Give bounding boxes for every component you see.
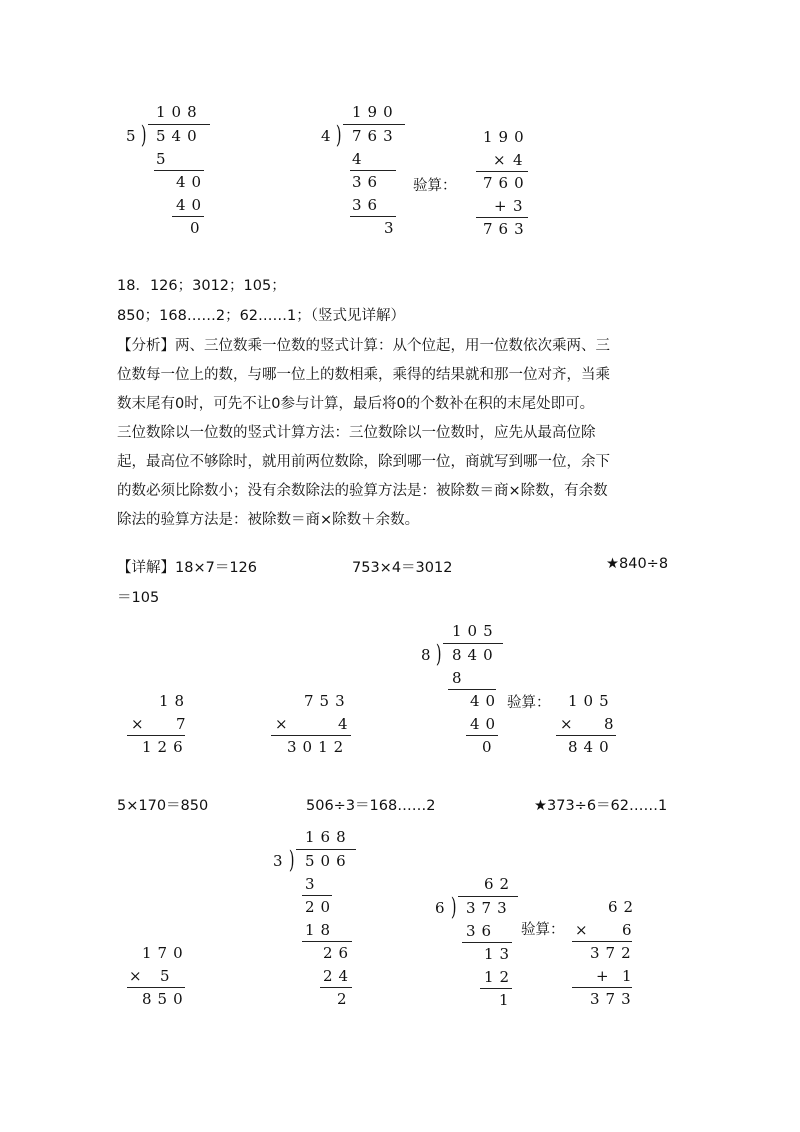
rule xyxy=(271,735,351,736)
check-label: 验算： xyxy=(413,178,457,194)
rule xyxy=(572,941,632,942)
subtract-2: 12 xyxy=(484,968,516,986)
analysis-paragraph xyxy=(117,332,677,535)
plus-sign: + xyxy=(596,967,615,985)
times-sign: × xyxy=(275,715,294,733)
row3-eq-1: 5×170＝850 xyxy=(117,798,209,814)
product: 840 xyxy=(568,738,615,756)
subtract-1: 36 xyxy=(466,922,498,940)
rule xyxy=(154,170,204,171)
rule xyxy=(350,216,396,217)
check-label: 验算： xyxy=(521,922,565,938)
result: 373 xyxy=(590,990,637,1008)
division-bar xyxy=(343,124,405,125)
divisor: 4 xyxy=(321,127,337,145)
subtract-2: 40 xyxy=(176,196,208,214)
analysis-line: 除法的验算方法是：被除数＝商×除数＋余数。 xyxy=(117,512,420,528)
multiplicand: 753 xyxy=(304,692,351,710)
rule xyxy=(462,942,512,943)
times-sign: × xyxy=(493,151,512,169)
product: 850 xyxy=(142,990,189,1008)
times-sign: × xyxy=(575,921,594,939)
division-bracket: ) xyxy=(288,846,295,874)
rule xyxy=(302,941,352,942)
result: 763 xyxy=(483,220,530,238)
dividend: 506 xyxy=(305,852,352,870)
multiplier: 4 xyxy=(338,715,354,733)
detail-label: 【详解】18×7＝126 xyxy=(117,560,258,576)
times-sign: × xyxy=(131,715,150,733)
product: 3012 xyxy=(287,738,350,756)
product: 126 xyxy=(142,738,189,756)
dividend: 540 xyxy=(156,127,203,145)
multiplicand: 18 xyxy=(159,692,191,710)
dividend: 840 xyxy=(452,646,499,664)
product: 760 xyxy=(483,174,530,192)
multiplicand: 170 xyxy=(142,944,189,962)
remainder-2: 26 xyxy=(323,944,355,962)
remainder-1: 36 xyxy=(352,173,384,191)
analysis-line: 数末尾有0时，可先不让0参与计算，最后将0的个数补在积的末尾处即可。 xyxy=(117,396,595,412)
row3-eq-3: ★373÷6＝62……1 xyxy=(534,798,668,814)
rule xyxy=(127,735,185,736)
multiplier: 5 xyxy=(160,967,176,985)
subtract-1: 8 xyxy=(452,669,468,687)
divisor: 8 xyxy=(421,646,437,664)
remainder: 0 xyxy=(190,219,206,237)
analysis-line: 位数每一位上的数，与哪一位上的数相乘，乘得的结果就和那一位对齐，当乘 xyxy=(117,367,610,383)
detail-eq-3: ★840÷8 xyxy=(606,556,669,572)
row3-eq-2: 506÷3＝168……2 xyxy=(306,798,436,814)
rule xyxy=(556,735,616,736)
analysis-line: 【分析】两、三位数乘一位数的竖式计算：从个位起，用一位数依次乘两、三 xyxy=(117,338,610,354)
rule xyxy=(172,216,204,217)
multiplier: 6 xyxy=(622,921,638,939)
multiplicand: 62 xyxy=(608,898,640,916)
divisor: 5 xyxy=(126,127,142,145)
rule xyxy=(127,987,185,988)
subtract-1: 5 xyxy=(156,150,172,168)
dividend: 763 xyxy=(352,127,399,145)
rule xyxy=(480,988,512,989)
division-bracket: ) xyxy=(435,640,442,668)
remainder: 1 xyxy=(499,991,515,1009)
plus-sign: + xyxy=(494,197,513,215)
analysis-line: 的数必须比除数小；没有余数除法的验算方法是：被除数＝商×除数，有余数 xyxy=(117,483,608,499)
subtract-3: 24 xyxy=(323,967,355,985)
quotient: 62 xyxy=(484,875,516,893)
remainder: 2 xyxy=(337,990,353,1008)
remainder-1: 40 xyxy=(176,173,208,191)
analysis-line: 起，最高位不够除时，就用前两位数除，除到哪一位，商就写到哪一位，余下 xyxy=(117,454,610,470)
rule xyxy=(302,895,332,896)
answer-line-2: 850；168……2；62……1；（竖式见详解） xyxy=(117,308,406,324)
multiplicand: 190 xyxy=(483,128,530,146)
analysis-line: 三位数除以一位数的竖式计算方法：三位数除以一位数时，应先从最高位除 xyxy=(117,425,596,441)
multiplier: 4 xyxy=(513,151,529,169)
subtract-1: 3 xyxy=(305,875,321,893)
rule xyxy=(476,171,528,172)
division-bar xyxy=(443,643,503,644)
remainder: 3 xyxy=(513,197,529,215)
quotient: 108 xyxy=(156,103,203,121)
detail-eq-3-cont: ＝105 xyxy=(117,590,160,606)
rule xyxy=(350,170,396,171)
product: 372 xyxy=(590,944,637,962)
division-bar xyxy=(148,124,210,125)
subtract-2: 18 xyxy=(305,921,337,939)
remainder: 0 xyxy=(482,738,498,756)
division-bar xyxy=(458,896,518,897)
remainder-1: 13 xyxy=(484,945,516,963)
division-bracket: ) xyxy=(335,121,342,149)
subtract-1: 4 xyxy=(352,150,368,168)
remainder: 3 xyxy=(384,219,400,237)
check-label: 验算： xyxy=(507,695,551,711)
subtract-2: 36 xyxy=(352,196,384,214)
multiplier: 7 xyxy=(176,715,192,733)
times-sign: × xyxy=(129,967,148,985)
divisor: 3 xyxy=(273,852,289,870)
times-sign: × xyxy=(560,715,579,733)
multiplicand: 105 xyxy=(568,692,615,710)
divisor: 6 xyxy=(435,899,451,917)
rule xyxy=(448,689,496,690)
rule xyxy=(320,987,352,988)
remainder: 1 xyxy=(622,967,638,985)
rule xyxy=(476,217,528,218)
division-bracket: ) xyxy=(450,893,457,921)
quotient: 168 xyxy=(305,828,352,846)
dividend: 373 xyxy=(466,899,513,917)
multiplier: 8 xyxy=(604,715,620,733)
detail-eq-2: 753×4＝3012 xyxy=(352,560,453,576)
rule xyxy=(572,987,632,988)
answer-line-1: 18．126；3012；105； xyxy=(117,278,286,294)
division-bar xyxy=(296,849,356,850)
remainder-1: 20 xyxy=(305,898,337,916)
subtract-2: 40 xyxy=(470,715,502,733)
division-bracket: ) xyxy=(140,121,147,149)
rule xyxy=(466,735,498,736)
remainder-1: 40 xyxy=(470,692,502,710)
quotient: 105 xyxy=(452,622,499,640)
quotient: 190 xyxy=(352,103,399,121)
